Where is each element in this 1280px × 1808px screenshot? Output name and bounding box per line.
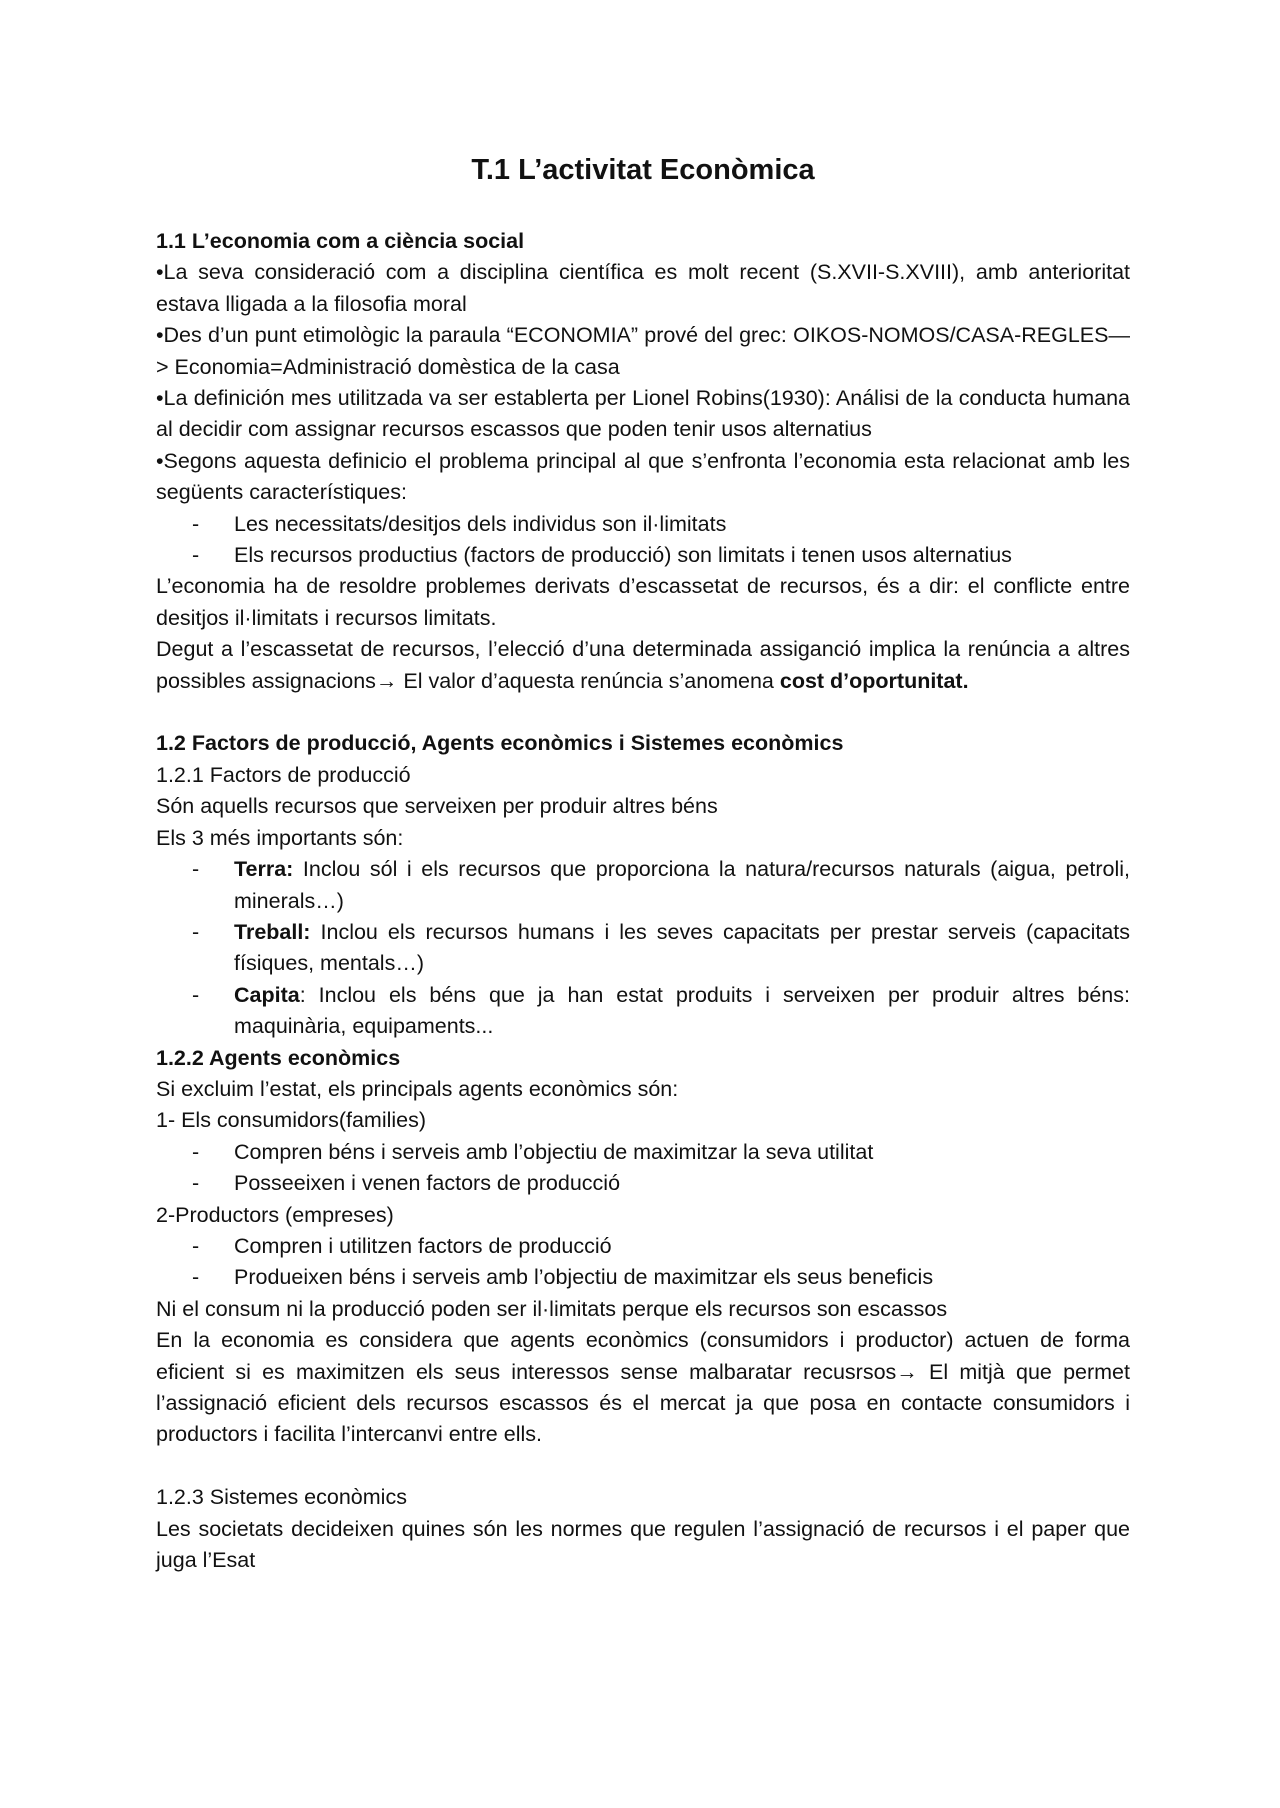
paragraph: Les societats decideixen quines són les normes que regulen l’assignació de recursos i el paper que juga l’Esat	[156, 1516, 1130, 1573]
list-item: - Les necessitats/desitjos dels individus son il·limitats	[234, 509, 1130, 540]
factor-text: Inclou els recursos humans i les seves capacitats per prestar serveis (capacitats físiques, mentals…)	[234, 919, 1130, 976]
consumers-heading: 1- Els consumidors(families)	[156, 1108, 427, 1133]
paragraph: •Segons aquesta definicio el problema principal al que s’enfronta l’economia esta relacionat amb les següents característiques:	[156, 448, 1130, 505]
factor-label: Terra:	[234, 857, 294, 882]
factors-list	[156, 854, 1130, 1042]
subsection-heading-1-2-3: 1.2.3 Sistemes econòmics	[156, 1485, 407, 1510]
paragraph: Si excluim l’estat, els principals agents econòmics són:	[156, 1076, 679, 1101]
producers-heading: 2-Productors (empreses)	[156, 1202, 394, 1227]
list-item: - Compren i utilitzen factors de producció	[234, 1231, 1130, 1262]
list-item	[234, 854, 1130, 917]
factor-label: Treball:	[234, 919, 311, 944]
paragraph: •La seva consideració com a disciplina científica es molt recent (S.XVII-S.XVIII), amb anterioritat estava lligada a la filosofia moral	[156, 260, 1130, 316]
subsection-heading-1-2-1: 1.2.1 Factors de producció	[156, 762, 411, 787]
paragraph: Són aquells recursos que serveixen per produir altres béns	[156, 794, 718, 819]
paragraph-text: Degut a l’escassetat de recursos, l’elecció d’una determinada assiganció implica la renúncia a altres possibles assignacions→ El valor d’aquesta renúncia s’anomena	[156, 637, 1130, 693]
spacer	[156, 1451, 1130, 1482]
paragraph: •Des d’un punt etimològic la paraula “ECONOMIA” prové del grec: OIKOS-NOMOS/CASA-REGLES—> Economia=Administració domèstica de la casa	[156, 323, 1130, 379]
paragraph: En la economia es considera que agents econòmics (consumidors i productor) actuen de forma eficient si es maximitzen els seus interessos sense malbaratar recusrsos→ El mitjà que permet l’assignació eficient dels recursos escassos és el mercat ja que posa en contacte consumidors i productors i facilita l’intercanvi entre ells.	[156, 1328, 1130, 1447]
list-item: - Posseeixen i venen factors de producció	[234, 1168, 1130, 1199]
paragraph: Ni el consum ni la producció poden ser il·limitats perque els recursos son escassos	[156, 1296, 948, 1321]
paragraph: L’economia ha de resoldre problemes derivats d’escassetat de recursos, és a dir: el conflicte entre desitjos il·limitats i recursos limitats.	[156, 574, 1130, 630]
factor-text: : Inclou els béns que ja han estat produits i serveixen per produir altres béns: maquinària, equipaments...	[234, 982, 1130, 1039]
document-page	[156, 150, 1130, 1576]
list-item: - Compren béns i serveis amb l’objectiu de maximitzar la seva utilitat	[234, 1137, 1130, 1168]
characteristics-list	[156, 509, 1130, 572]
bold-term: cost d’oportunitat.	[779, 668, 969, 693]
paragraph: Els 3 més importants són:	[156, 825, 404, 850]
list-item	[234, 980, 1130, 1043]
list-item	[234, 917, 1130, 980]
factor-text: Inclou sól i els recursos que proporciona la natura/recursos naturals (aigua, petroli, minerals…)	[234, 857, 1130, 913]
section-heading-1-2: 1.2 Factors de producció, Agents econòmics i Sistemes econòmics	[156, 731, 844, 756]
document-title: T.1 L’activitat Econòmica	[471, 154, 815, 186]
spacer	[156, 697, 1130, 728]
consumers-list	[156, 1137, 1130, 1200]
subsection-heading-1-2-2: 1.2.2 Agents econòmics	[156, 1045, 401, 1070]
list-item: - Els recursos productius (factors de producció) son limitats i tenen usos alternatius	[234, 540, 1130, 571]
producers-list	[156, 1231, 1130, 1294]
factor-label: Capita	[234, 982, 300, 1007]
list-item: - Produeixen béns i serveis amb l’objectiu de maximitzar els seus beneficis	[234, 1262, 1130, 1293]
paragraph: •La definición mes utilitzada va ser establerta per Lionel Robins(1930): Análisi de la conducta humana al decidir com assignar recursos escassos que poden tenir usos alternatius	[156, 386, 1130, 442]
section-heading-1-1: 1.1 L’economia com a ciència social	[156, 229, 525, 253]
paragraph	[156, 634, 1130, 697]
